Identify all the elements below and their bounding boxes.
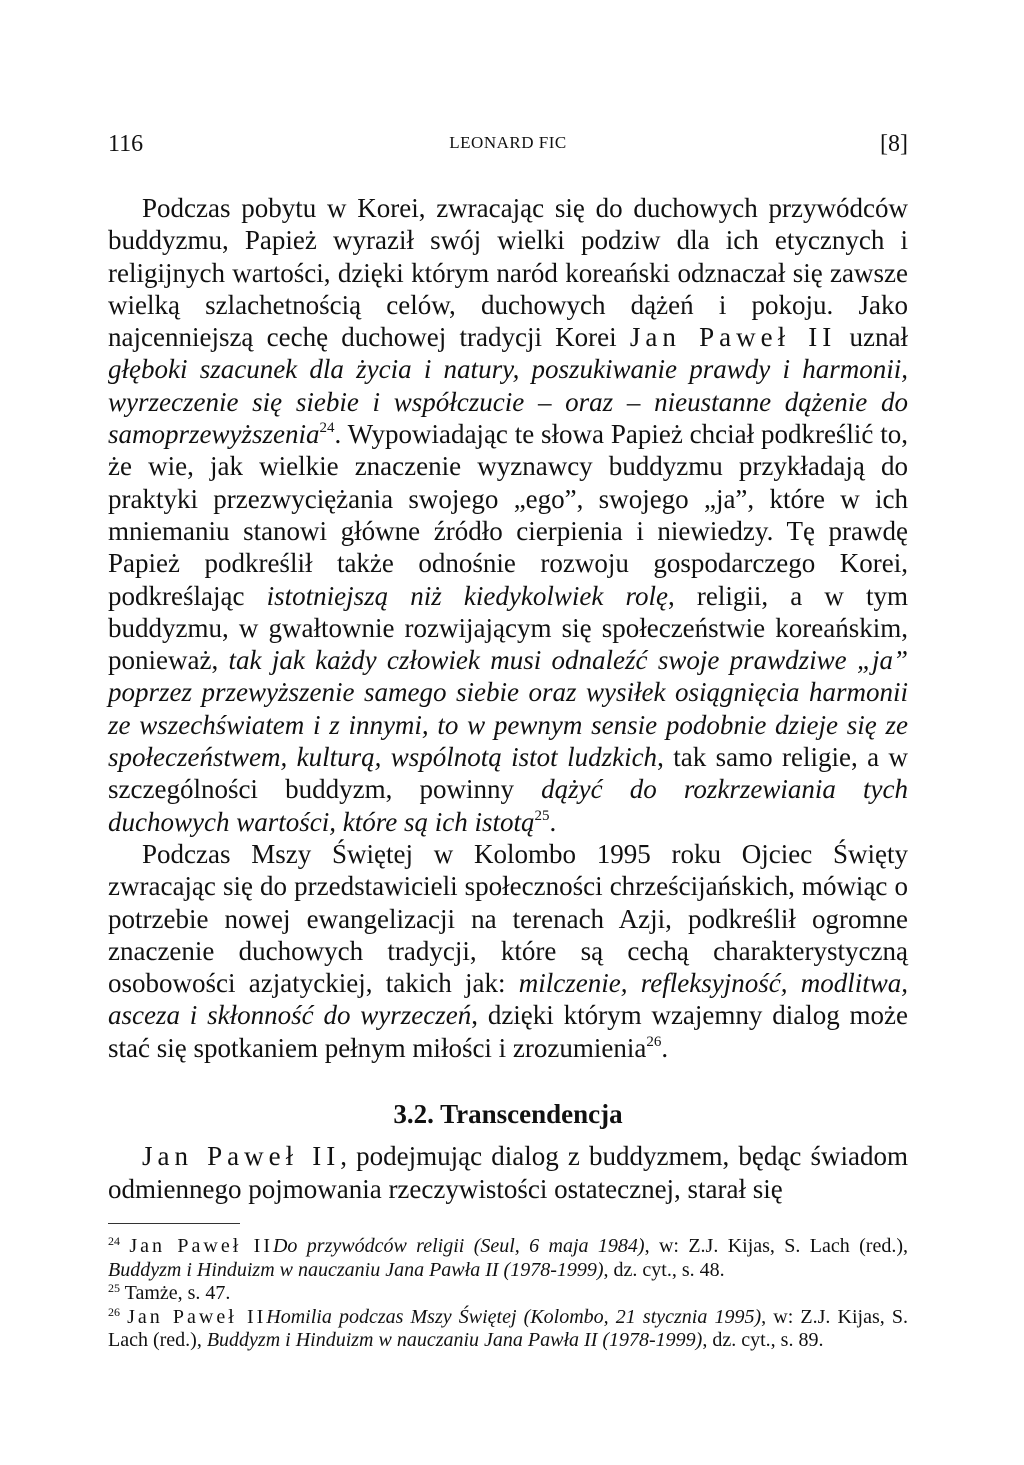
text-run: Podczas pobytu w Korei, zwracając się do duchowych przywódców buddyzmu, Papież wyraził swój wielki podziw dla ich etycznych i religijnych wartości, dzięki którym naród koreański odznaczał się zawsze wielką szlachetnością celów, duchowych dążeń i pokoju. Jako najcenniejszą cechę duchowej tradycji Korei <box>108 193 908 353</box>
footnote-26 <box>108 1306 908 1353</box>
quote: milczenie, refleksyjność, modlitwa, asceza i skłonność do wyrzeczeń <box>108 968 908 1031</box>
page-header <box>108 131 908 161</box>
page-number: 116 <box>108 131 144 157</box>
footnote-number: 26 <box>108 1304 120 1319</box>
paragraph-3 <box>108 1140 908 1205</box>
text-run: , tak samo religie, a w szczególności buddyzm, powinny <box>108 742 908 805</box>
paragraph-1 <box>108 192 908 838</box>
text-run: , religii, a w tym buddyzmu, w gwałtownie rozwijającym się społeczeństwie koreańskim, ponieważ, <box>108 580 909 676</box>
footnote-text: Tamże, s. 47. <box>124 1282 231 1304</box>
footnote-ref: 24 <box>319 420 335 437</box>
text-run: , w: Z.J. Kijas, S. Lach (red.), <box>108 1305 909 1351</box>
footnotes <box>108 1235 908 1353</box>
text-run: , dz. cyt., s. 89. <box>702 1329 824 1351</box>
footnote-number: 24 <box>108 1234 120 1248</box>
footnote-ref: 26 <box>646 1033 662 1050</box>
text-run: , w: Z.J. Kijas, S. Lach (red.), <box>644 1235 908 1257</box>
text-run: , dzięki którym wzajemny dialog może stać się spotkaniem pełnym miłości i zrozumienia <box>108 1000 909 1063</box>
text-run: . <box>549 806 557 837</box>
author-name: Jan Paweł II <box>142 1141 341 1172</box>
footnote-ref: 25 <box>534 807 550 824</box>
author-name: Jan Paweł II <box>629 322 837 353</box>
footnote-title: Do przywódców religii (Seul, 6 maja 1984) <box>272 1235 645 1257</box>
text-run: uznał <box>836 322 908 353</box>
footnote-separator <box>108 1223 240 1224</box>
section-heading: 3.2. Transcendencja <box>393 1099 623 1130</box>
footnote-book: Buddyzm i Hinduizm w nauczaniu Jana Pawła II (1978-1999) <box>108 1258 604 1281</box>
quote: tak jak każdy człowiek musi odnaleźć swoje prawdziwe „ja” poprzez przewyższenie samego siebie oraz wysiłek osiągnięcia harmonii ze wszechświatem i z innymi, to w pewnym sensie podobnie dzieje się ze społeczeństwem, kulturą, wspólnotą istot ludzkich <box>108 645 909 773</box>
footnote-author: Jan Paweł II <box>127 1305 267 1328</box>
running-head: LEONARD FIC <box>449 133 567 152</box>
paragraph-2 <box>108 838 908 1064</box>
footnote-24 <box>108 1235 908 1282</box>
section-marker: [8] <box>880 131 908 157</box>
quote: istotniejszą niż kiedykolwiek rolę <box>266 580 668 611</box>
footnote-number: 25 <box>108 1281 120 1295</box>
quote: dążyć do rozkrzewiania tych duchowych wartości, które są ich istotą <box>108 774 908 837</box>
text-run: . Wypowiadając te słowa Papież chciał podkreślić to, że wie, jak wielkie znaczenie wyznawcy buddyzmu przykładają do praktyki przezwyciężania swojego „ego”, swojego „ja”, które w ich mniemaniu stanowi główne źródło cierpienia i niewiedzy. Tę prawdę Papież podkreślił także odnośnie rozwoju gospodarczego Korei, podkreślając <box>108 419 908 611</box>
footnote-book: Buddyzm i Hinduizm w nauczaniu Jana Pawła II (1978-1999) <box>206 1329 703 1351</box>
text-run: . <box>661 1032 669 1063</box>
text-run: Podczas Mszy Świętej w Kolombo 1995 roku Ojciec Święty zwracając się do przedstawicieli społeczności chrześcijańskich, mówiąc o potrzebie nowej ewangelizacji na terenach Azji, podkreślił ogromne znaczenie duchowych tradycji, które są cechą charakterystyczną osobowości azjatyckiej, takich jak: <box>108 838 908 999</box>
footnote-title: Homilia podczas Mszy Świętej (Kolombo, 21 stycznia 1995) <box>266 1305 762 1328</box>
text-run: , dz. cyt., s. 48. <box>603 1258 725 1281</box>
footnote-author: Jan Paweł II <box>129 1235 273 1257</box>
quote: głęboki szacunek dla życia i natury, poszukiwanie prawdy i harmonii, wyrzeczenie się siebie i współczucie – oraz – nieustanne dążenie do samoprzewyższenia <box>108 354 908 450</box>
body-text <box>108 192 908 1205</box>
text-run: , podejmując dialog z buddyzmem, będąc świadom odmiennego pojmowania rzeczywistości ostatecznej, starał się <box>108 1141 908 1204</box>
footnote-25 <box>108 1282 908 1306</box>
